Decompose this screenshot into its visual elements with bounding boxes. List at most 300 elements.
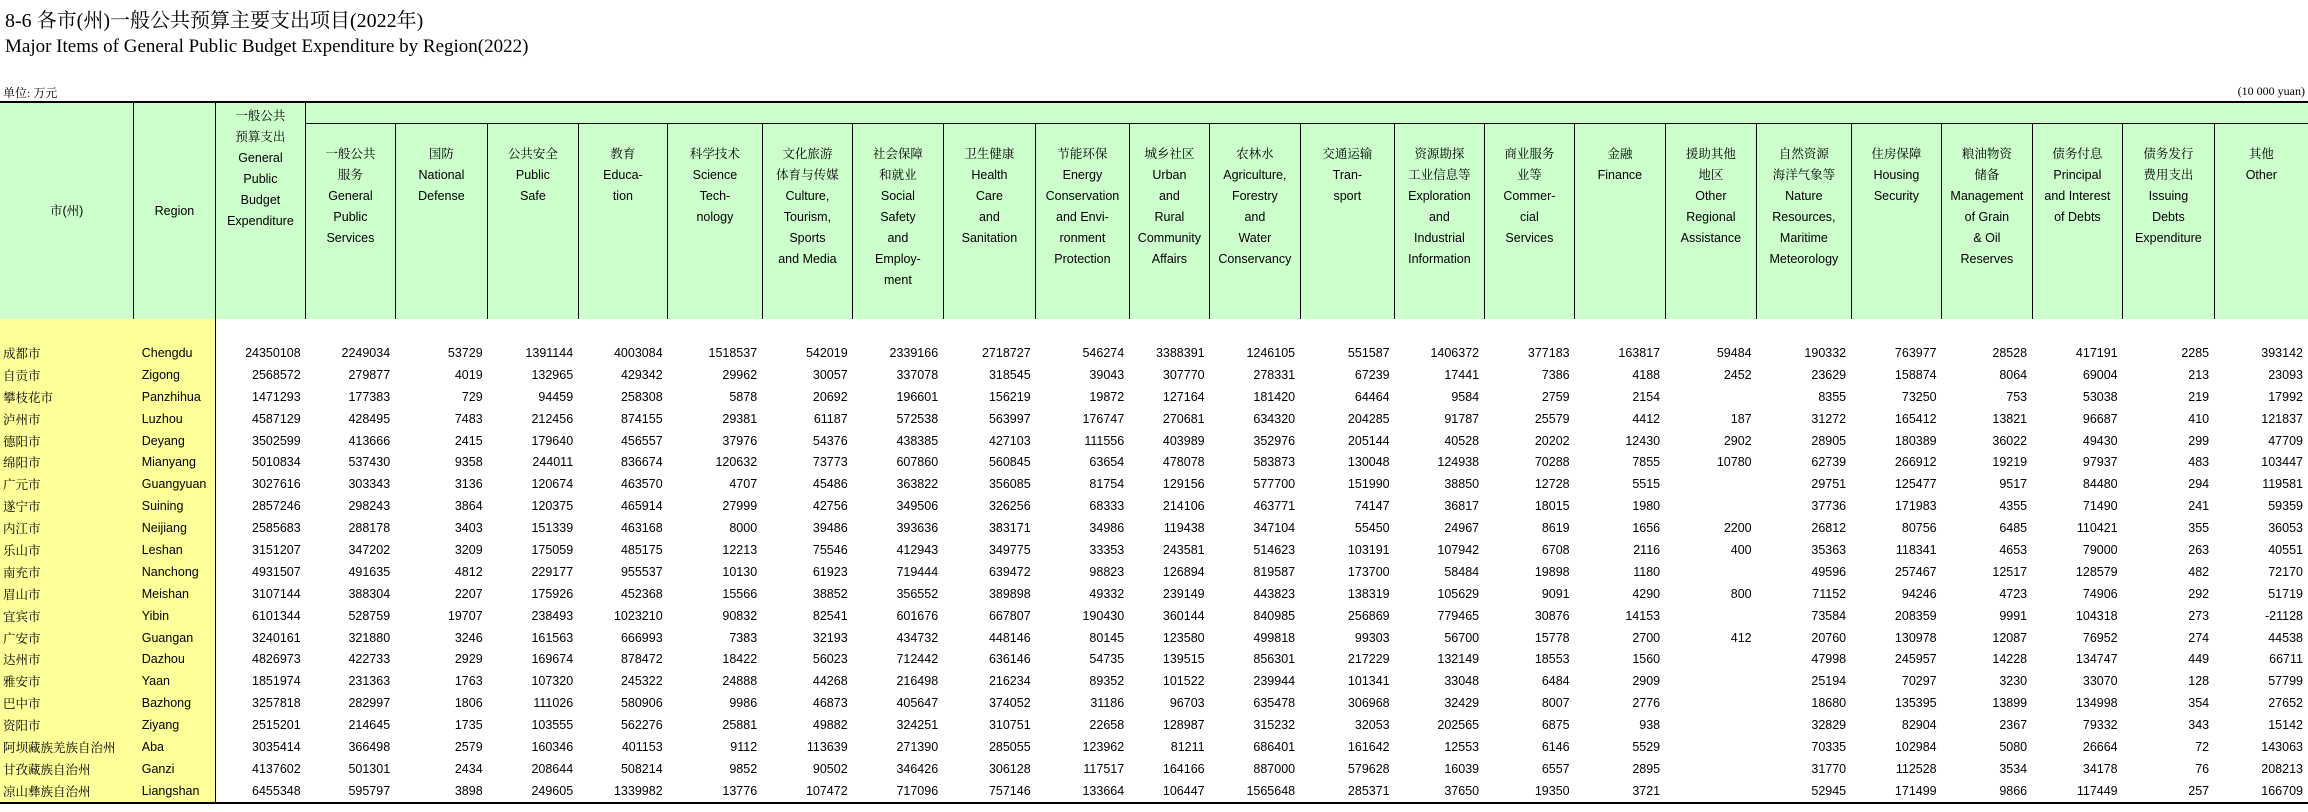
table-cell: 1851974: [252, 674, 301, 689]
table-cell: 2579: [454, 739, 483, 754]
table-cell: 4587129: [252, 411, 301, 426]
table-cell: 214645: [348, 718, 391, 733]
row-region-en: Zigong: [134, 364, 215, 386]
header-col-9: [1036, 124, 1130, 320]
table-cell: 356085: [988, 477, 1031, 492]
table-row: [0, 451, 2308, 473]
header-col-17: [1757, 124, 1852, 320]
table-cell: 113639: [806, 739, 848, 754]
table-cell: 245957: [1894, 652, 1937, 667]
table-cell: 377183: [1527, 345, 1570, 360]
table-cell: 294: [2188, 477, 2210, 492]
header-col-en: of Debts: [2054, 210, 2101, 224]
table-cell: [1665, 473, 1757, 495]
table-cell: 216234: [988, 674, 1031, 689]
table-cell: 836674: [620, 455, 663, 470]
table-cell: 56023: [812, 652, 848, 667]
table-cell: 393142: [2261, 345, 2303, 360]
header-col-cn: 业等: [1516, 168, 1542, 182]
header-col-en: Expenditure: [2135, 231, 2202, 245]
table-cell: 20692: [812, 389, 848, 404]
row-region-en: Ziyang: [134, 714, 215, 736]
expenditure-table: [0, 101, 2308, 804]
table-cell: 1391144: [525, 345, 574, 360]
table-cell: [1665, 736, 1757, 758]
table-cell: [1665, 714, 1757, 736]
header-col-en: Conservation: [1045, 189, 1120, 203]
header-col-en: Management: [1950, 189, 2024, 203]
row-city-cn: 德阳市: [0, 430, 134, 452]
header-col-en: Exploration: [1408, 189, 1471, 203]
table-cell: 76952: [2082, 630, 2118, 645]
table-cell: 205144: [1347, 433, 1390, 448]
table-cell: 44538: [2268, 630, 2303, 645]
table-cell: 9991: [1999, 608, 2028, 623]
header-col-en: Reserves: [1960, 252, 2014, 266]
header-col-20: [2032, 124, 2123, 320]
table-cell: 310751: [988, 718, 1031, 733]
table-cell: 9584: [1451, 389, 1480, 404]
header-col-en: and: [1244, 210, 1266, 224]
table-cell: 204285: [1347, 411, 1390, 426]
table-cell: 19219: [1992, 455, 2028, 470]
table-body: [0, 319, 2308, 803]
table-cell: 38850: [1444, 477, 1480, 492]
table-cell: 130978: [1894, 630, 1937, 645]
table-cell: 18015: [1534, 499, 1570, 514]
table-cell: 117517: [1083, 761, 1125, 776]
table-cell: 938: [1639, 718, 1661, 733]
table-cell: 36053: [2268, 521, 2303, 536]
header-col-en: cial: [1519, 210, 1539, 224]
table-cell: 583873: [1253, 455, 1296, 470]
table-cell: 542019: [805, 345, 848, 360]
table-cell: 299: [2188, 433, 2210, 448]
table-cell: 1806: [454, 696, 483, 711]
table-cell: 412: [1730, 630, 1752, 645]
header-col-en: Safe: [520, 189, 546, 203]
table-cell: 779465: [1437, 608, 1480, 623]
table-cell: 3403: [454, 521, 483, 536]
table-cell: 482: [2188, 564, 2210, 579]
header-col-en: Care: [975, 189, 1003, 203]
table-cell: 71152: [1812, 586, 1847, 601]
table-cell: 666993: [620, 630, 663, 645]
header-col-cn: 文化旅游: [782, 147, 833, 161]
header-col-en: Commer-: [1503, 189, 1556, 203]
table-cell: 266912: [1894, 455, 1937, 470]
table-cell: 2909: [1632, 674, 1661, 689]
table-cell: 19872: [1089, 389, 1125, 404]
table-cell: 45486: [812, 477, 848, 492]
table-row: [0, 583, 2308, 605]
table-cell: 452368: [620, 586, 663, 601]
table-cell: 273: [2188, 608, 2210, 623]
table-cell: 4137602: [252, 761, 301, 776]
table-cell: 874155: [620, 411, 663, 426]
header-col-cn: 自然资源: [1778, 147, 1829, 161]
table-cell: 448146: [988, 630, 1031, 645]
table-cell: 107320: [531, 674, 574, 689]
table-cell: 1406372: [1430, 345, 1480, 360]
table-cell: 3136: [454, 477, 483, 492]
table-cell: 2568572: [252, 367, 301, 382]
table-cell: 19898: [1534, 564, 1570, 579]
unit-label-en: (10 000 yuan): [2237, 84, 2305, 98]
table-cell: 9986: [729, 696, 758, 711]
table-cell: 3721: [1575, 780, 1666, 803]
header-col-cn: 粮油物资: [1961, 147, 2012, 161]
table-cell: 9866: [1942, 780, 2033, 803]
table-cell: 69004: [2082, 367, 2118, 382]
table-cell: 123962: [1082, 739, 1125, 754]
header-col-cn: 国防: [428, 147, 454, 161]
table-cell: [1665, 648, 1757, 670]
table-cell: 3151207: [252, 542, 301, 557]
table-cell: 74906: [2082, 586, 2118, 601]
table-cell: 463570: [620, 477, 663, 492]
table-cell: 499818: [1253, 630, 1296, 645]
table-cell: 840985: [1253, 608, 1296, 623]
table-cell: 177383: [348, 389, 391, 404]
table-cell: 139515: [1162, 652, 1205, 667]
table-cell: 134998: [2075, 696, 2118, 711]
table-cell: 94459: [538, 389, 574, 404]
table-cell: 130048: [1347, 455, 1390, 470]
table-cell: 2154: [1632, 389, 1661, 404]
table-cell: 49882: [812, 718, 848, 733]
table-cell: 70335: [1811, 739, 1847, 754]
table-cell: 2585683: [252, 521, 301, 536]
table-cell: 31272: [1811, 411, 1847, 426]
header-col-en: Conservancy: [1218, 252, 1292, 266]
header-col-cn: 工业信息等: [1408, 168, 1471, 182]
table-cell: 2285: [2181, 345, 2210, 360]
header-col-en: and Interest: [2044, 189, 2111, 203]
row-city-cn: 广安市: [0, 627, 134, 649]
table-cell: 1471293: [252, 389, 301, 404]
table-cell: 491635: [348, 564, 391, 579]
table-cell: 400: [1730, 542, 1752, 557]
table-cell: 24967: [1444, 521, 1480, 536]
table-cell: 18553: [1534, 652, 1570, 667]
table-cell: 412943: [896, 542, 939, 557]
header-group-spacer: [306, 102, 2308, 124]
row-city-cn: 攀枝花市: [0, 386, 134, 408]
table-cell: 955537: [620, 564, 663, 579]
table-cell: 27652: [2268, 696, 2303, 711]
table-cell: 595797: [306, 780, 395, 803]
table-cell: 32829: [1811, 718, 1847, 733]
row-city-cn: 阿坝藏族羌族自治州: [0, 736, 134, 758]
table-cell: 169674: [531, 652, 574, 667]
header-col-en: Sanitation: [961, 231, 1018, 245]
table-cell: 90502: [812, 761, 848, 776]
table-cell: 37736: [1811, 499, 1847, 514]
table-cell: 2700: [1632, 630, 1661, 645]
table-cell: 2759: [1541, 389, 1570, 404]
table-cell: 501301: [348, 761, 391, 776]
header-col-18: [1851, 124, 1942, 320]
row-region-en: Guangyuan: [134, 473, 215, 495]
table-row: [0, 408, 2308, 430]
table-cell: 134747: [2075, 652, 2118, 667]
header-col-cn: 地区: [1698, 168, 1724, 182]
header-col-en: Educa-: [603, 168, 643, 182]
table-cell: 285371: [1300, 780, 1395, 803]
table-cell: 70288: [1534, 455, 1570, 470]
table-cell: 26812: [1811, 521, 1847, 536]
table-cell: 366498: [348, 739, 391, 754]
table-row: [0, 342, 2308, 364]
table-cell: 40528: [1444, 433, 1480, 448]
table-cell: 753: [2006, 389, 2028, 404]
table-cell: 4653: [1999, 542, 2028, 557]
table-row: [0, 364, 2308, 386]
table-cell: 717096: [853, 780, 944, 803]
row-region-en: Ganzi: [134, 758, 215, 780]
table-cell: 36022: [1992, 433, 2028, 448]
table-cell: 3898: [395, 780, 488, 803]
header-col-en: ment: [884, 273, 912, 287]
table-cell: 4188: [1632, 367, 1661, 382]
table-cell: 25579: [1534, 411, 1570, 426]
header-col-en: and Envi-: [1056, 210, 1109, 224]
table-cell: 62739: [1811, 455, 1847, 470]
table-cell: 47998: [1811, 652, 1847, 667]
table-cell: 485175: [620, 542, 663, 557]
table-cell: 14228: [1992, 652, 2028, 667]
table-cell: 37650: [1395, 780, 1484, 803]
table-cell: 25881: [722, 718, 758, 733]
table-cell: 349775: [988, 542, 1031, 557]
table-cell: 449: [2188, 652, 2210, 667]
header-col-3: [488, 124, 579, 320]
table-cell: 4826973: [252, 652, 301, 667]
header-col-cn: 其他: [2248, 147, 2274, 161]
header-col-14: [1484, 124, 1575, 320]
table-cell: 249605: [488, 780, 579, 803]
table-cell: 337078: [896, 367, 939, 382]
table-cell: 4412: [1632, 411, 1661, 426]
header-col-21: [2123, 124, 2215, 320]
table-cell: 354: [2188, 696, 2210, 711]
table-cell: 54376: [812, 433, 848, 448]
row-city-cn: 自贡市: [0, 364, 134, 386]
table-title-en: Major Items of General Public Budget Expenditure by Region(2022): [5, 36, 529, 57]
table-cell: 213: [2188, 367, 2210, 382]
table-row: [0, 648, 2308, 670]
table-cell: 579628: [1347, 761, 1390, 776]
table-cell: 107942: [1437, 542, 1480, 557]
header-col-en: Nature: [1785, 189, 1823, 203]
table-cell: 24888: [722, 674, 758, 689]
table-row: [0, 758, 2308, 780]
table-cell: 217229: [1347, 652, 1390, 667]
table-cell: 56700: [1444, 630, 1480, 645]
header-col-16: [1665, 124, 1757, 320]
row-region-en: Bazhong: [134, 692, 215, 714]
header-col-12: [1300, 124, 1395, 320]
table-cell: 393636: [896, 521, 939, 536]
table-cell: 303343: [348, 477, 391, 492]
table-cell: 601676: [896, 608, 939, 623]
table-cell: 40551: [2268, 542, 2303, 557]
table-cell: 7383: [729, 630, 758, 645]
table-cell: 15142: [2268, 718, 2303, 733]
table-cell: 3107144: [252, 586, 301, 601]
row-city-cn: 资阳市: [0, 714, 134, 736]
table-cell: 17992: [2268, 389, 2303, 404]
table-cell: 20760: [1811, 630, 1847, 645]
table-cell: 71490: [2082, 499, 2118, 514]
table-cell: 75546: [812, 542, 848, 557]
table-cell: 417191: [2075, 345, 2118, 360]
header-col-en: Information: [1408, 252, 1471, 266]
table-cell: 238493: [531, 608, 574, 623]
table-row: [0, 714, 2308, 736]
header-col-cn: 债务发行: [2143, 147, 2194, 161]
table-cell: 256869: [1347, 608, 1390, 623]
table-cell: 347202: [348, 542, 391, 557]
table-cell: 26664: [2082, 739, 2118, 754]
header-col-cn: 一般公共: [325, 147, 376, 161]
table-cell: 483: [2188, 455, 2210, 470]
header-col-en: Defense: [418, 189, 465, 203]
header-col-cn: 服务: [337, 168, 363, 182]
row-region-en: Yaan: [134, 670, 215, 692]
table-cell: 279877: [348, 367, 391, 382]
table-cell: 164166: [1162, 761, 1205, 776]
header-col-en: and: [1158, 189, 1180, 203]
table-cell: 90832: [722, 608, 758, 623]
table-cell: 47709: [2268, 433, 2303, 448]
table-cell: 29751: [1811, 477, 1847, 492]
table-cell: 6146: [1541, 739, 1570, 754]
table-cell: 634320: [1253, 411, 1296, 426]
table-cell: 18422: [722, 652, 758, 667]
table-cell: 118341: [1895, 542, 1937, 557]
table-cell: 3035414: [252, 739, 301, 754]
header-col-4: [578, 124, 667, 320]
table-cell: 151339: [531, 521, 574, 536]
table-cell: 244011: [532, 455, 574, 470]
table-cell: 72: [2195, 739, 2210, 754]
table-cell: 245322: [620, 674, 663, 689]
table-cell: 176747: [1082, 411, 1125, 426]
header-col-2: [395, 124, 488, 320]
header-col-cn: 科学技术: [689, 147, 740, 161]
header-col-en: Maritime: [1779, 231, 1828, 245]
table-cell: 96687: [2082, 411, 2118, 426]
table-row: [0, 627, 2308, 649]
table-cell: 66711: [2269, 652, 2303, 667]
header-col-cn: 节能环保: [1057, 147, 1108, 161]
row-region-en: Panzhihua: [134, 386, 215, 408]
header-col-en: General: [328, 189, 373, 203]
table-cell: 27999: [722, 499, 758, 514]
table-cell: 1735: [454, 718, 483, 733]
header-col-en: Energy: [1062, 168, 1103, 182]
table-cell: 306968: [1347, 696, 1390, 711]
table-cell: 219: [2188, 389, 2210, 404]
header-col-22: [2214, 124, 2308, 320]
table-cell: 190430: [1082, 608, 1125, 623]
header-col-5: [668, 124, 763, 320]
table-cell: 104318: [2075, 608, 2118, 623]
table-cell: 30876: [1534, 608, 1570, 623]
header-col-en: nology: [696, 210, 734, 224]
table-cell: 4931507: [252, 564, 301, 579]
table-cell: 133664: [1036, 780, 1130, 803]
table-cell: 514623: [1253, 542, 1296, 557]
table-cell: 8064: [1999, 367, 2028, 382]
table-cell: 53038: [2082, 389, 2118, 404]
table-cell: 101522: [1162, 674, 1205, 689]
table-cell: 8000: [729, 521, 758, 536]
table-cell: 352976: [1253, 433, 1296, 448]
header-col-en: Public: [333, 210, 368, 224]
table-cell: 9358: [454, 455, 483, 470]
table-cell: 64464: [1354, 389, 1390, 404]
table-cell: 61187: [813, 411, 848, 426]
row-city-cn: 达州市: [0, 648, 134, 670]
table-cell: 347104: [1253, 521, 1296, 536]
table-cell: 4355: [1999, 499, 2028, 514]
row-city-cn: 遂宁市: [0, 495, 134, 517]
header-col-en: and: [887, 231, 909, 245]
header-col-en: Other: [2245, 168, 2277, 182]
table-cell: 2452: [1723, 367, 1752, 382]
table-cell: 38852: [812, 586, 848, 601]
table-cell: [1665, 780, 1757, 803]
table-cell: 67239: [1354, 367, 1390, 382]
table-cell: 856301: [1253, 652, 1296, 667]
table-cell: 2929: [454, 652, 483, 667]
table-cell: 120375: [531, 499, 574, 514]
table-cell: 9091: [1541, 586, 1570, 601]
table-cell: 241: [2188, 499, 2210, 514]
table-cell: 285055: [988, 739, 1031, 754]
table-cell: 42756: [812, 499, 848, 514]
header-total-en: Budget: [240, 193, 281, 207]
table-row: [0, 780, 2308, 803]
table-cell: 1180: [1633, 564, 1661, 579]
header-col-11: [1210, 124, 1301, 320]
table-cell: 719444: [896, 564, 939, 579]
table-cell: 639472: [988, 564, 1031, 579]
header-col-en: Science: [692, 168, 738, 182]
table-cell: 125477: [1894, 477, 1937, 492]
table-cell: 6708: [1541, 542, 1570, 557]
table-cell: 53729: [447, 345, 483, 360]
header-col-en: Assistance: [1680, 231, 1742, 245]
table-cell: 23629: [1811, 367, 1847, 382]
table-cell: 163817: [1618, 345, 1661, 360]
table-cell: 18680: [1811, 696, 1847, 711]
table-cell: 128: [2188, 674, 2210, 689]
table-cell: 3388391: [1155, 345, 1205, 360]
table-cell: 49332: [1089, 586, 1125, 601]
row-city-cn: 广元市: [0, 473, 134, 495]
header-col-19: [1942, 124, 2033, 320]
table-cell: 13821: [1992, 411, 2028, 426]
table-cell: 166709: [2214, 780, 2308, 803]
table-cell: 10780: [1716, 455, 1752, 470]
table-cell: 51719: [2268, 586, 2303, 601]
table-cell: 12213: [722, 542, 758, 557]
table-cell: 33070: [2082, 674, 2118, 689]
